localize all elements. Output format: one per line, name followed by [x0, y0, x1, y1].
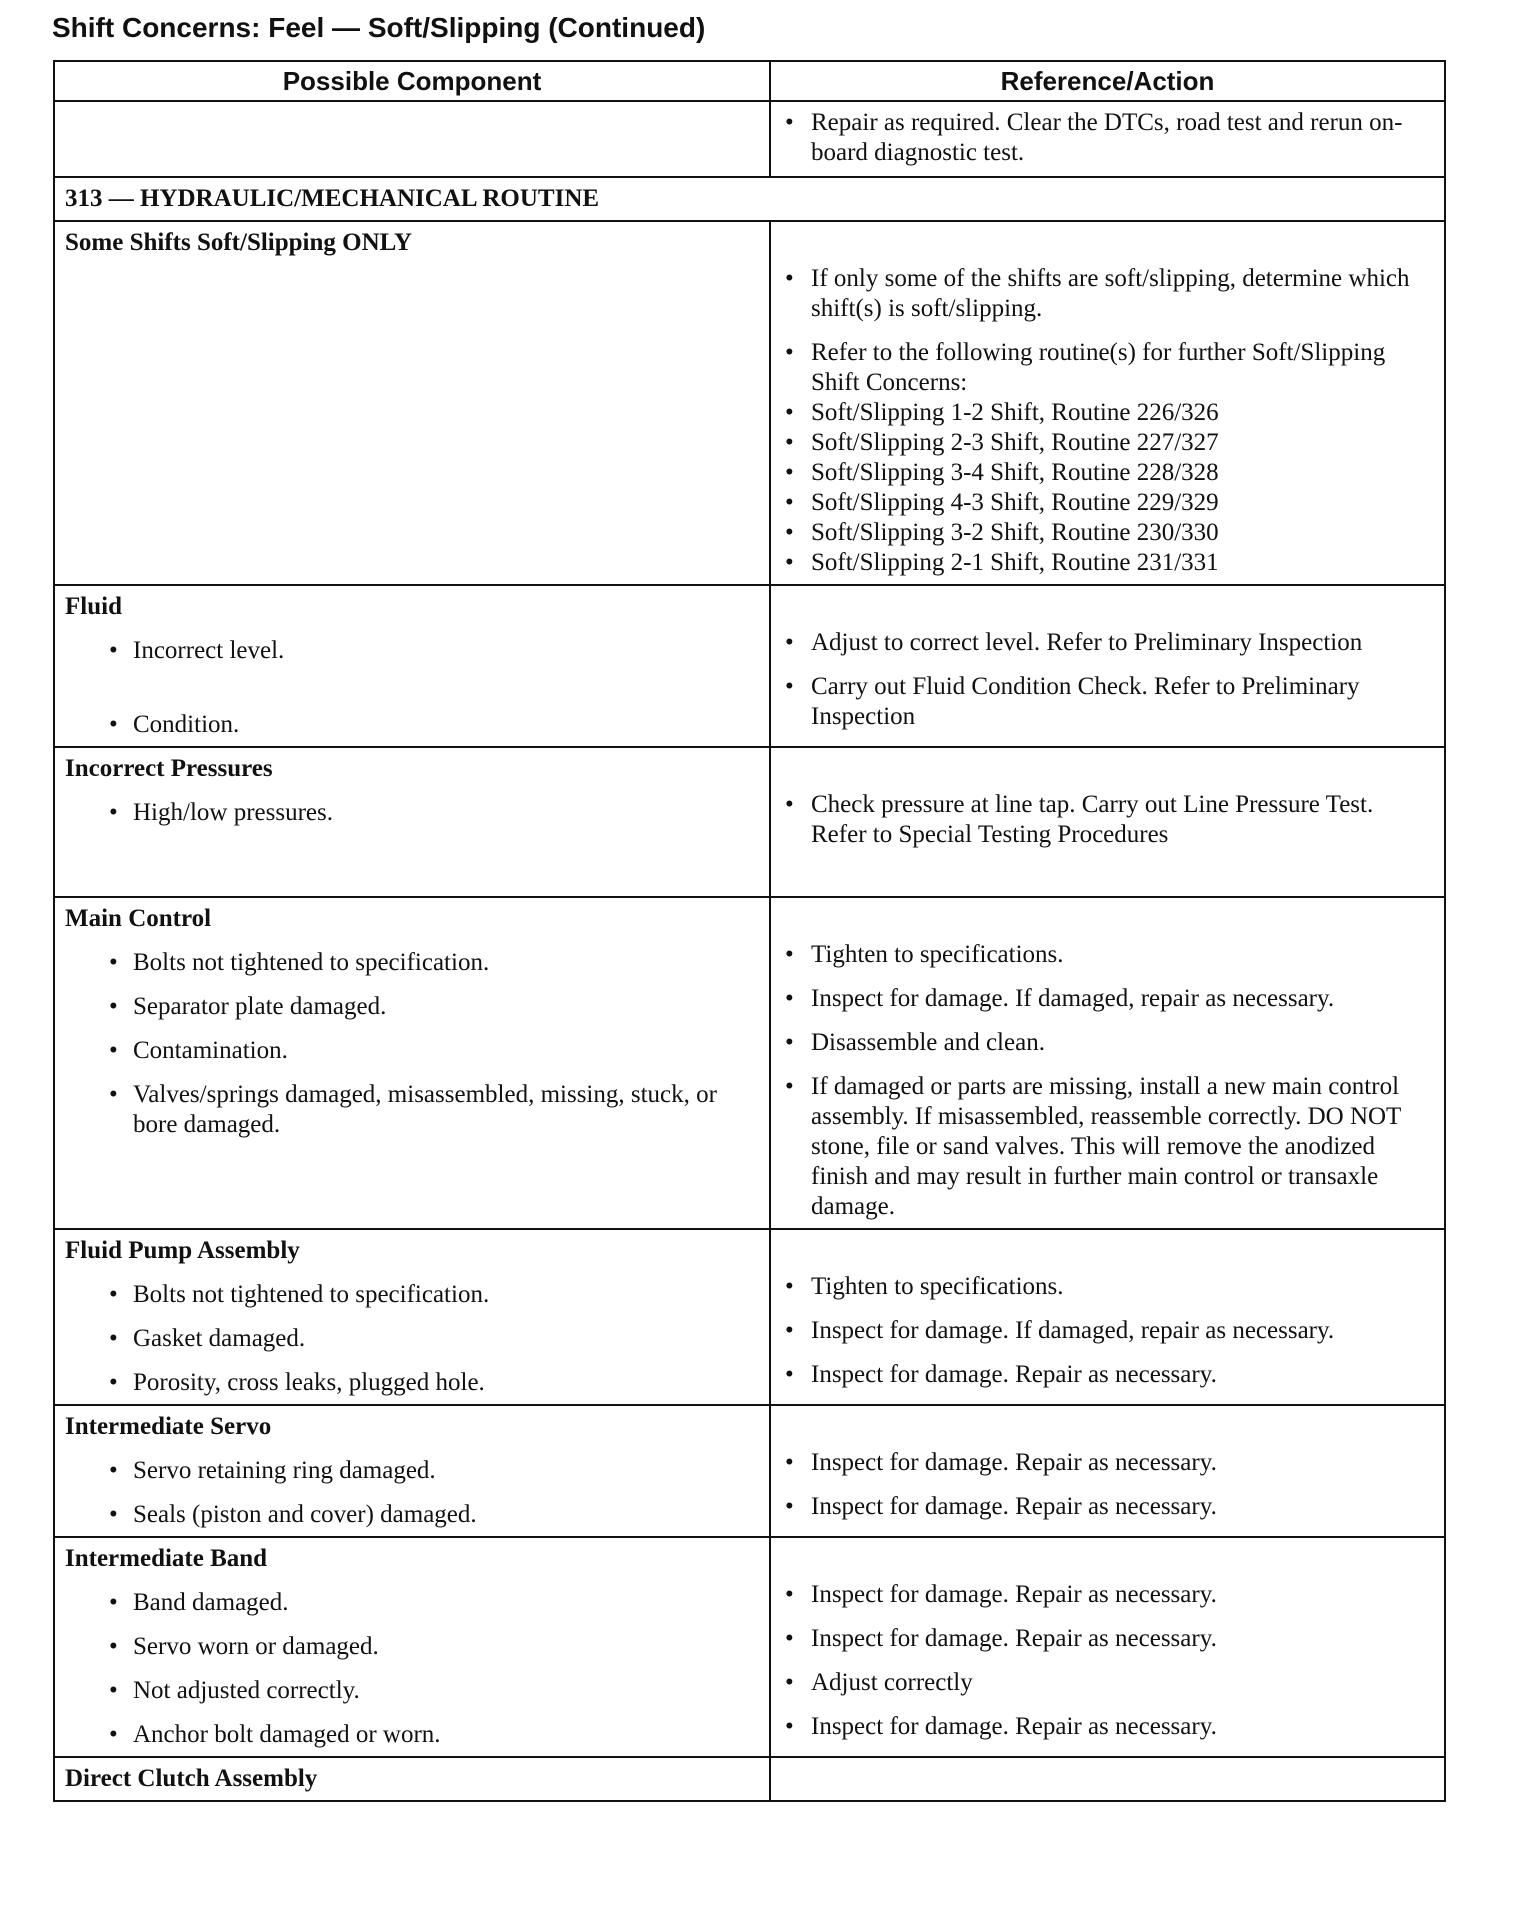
- component-cell: [54, 101, 770, 177]
- table-row: [54, 747, 1445, 897]
- list-item: • Tighten to specifications.: [785, 941, 1064, 968]
- section-title: Intermediate Band: [65, 1545, 268, 1572]
- bullet-icon: •: [109, 1369, 118, 1396]
- bullet-icon: •: [109, 1677, 118, 1704]
- component-cell: [54, 1537, 770, 1757]
- action-cell: [770, 221, 1445, 585]
- list-item: • Inspect for damage. If damaged, repair as necessary.: [785, 1317, 1335, 1344]
- section-title: Incorrect Pressures: [65, 755, 273, 782]
- bullet-icon: •: [109, 949, 118, 976]
- component-cell: [54, 747, 770, 897]
- bullet-icon: •: [109, 1633, 118, 1660]
- column-header-action: Reference/Action: [770, 61, 1445, 101]
- bullet-icon: •: [109, 1281, 118, 1308]
- bullet-icon: •: [785, 1361, 794, 1388]
- bullet-icon: •: [109, 1037, 118, 1064]
- list-item: • Tighten to specifications.: [785, 1273, 1064, 1300]
- list-item: • Carry out Fluid Condition Check. Refer to Preliminary Inspection: [785, 673, 1360, 730]
- bullet-icon: •: [785, 1625, 794, 1652]
- component-cell: [54, 221, 770, 585]
- list-item: • High/low pressures.: [109, 799, 333, 826]
- action-cell: [770, 101, 1445, 177]
- list-item: • Inspect for damage. Repair as necessary.: [785, 1713, 1217, 1740]
- bullet-icon: •: [785, 1493, 794, 1520]
- bullet-icon: •: [785, 265, 794, 292]
- list-item: • Inspect for damage. Repair as necessary.: [785, 1361, 1217, 1388]
- bullet-icon: •: [785, 459, 794, 486]
- list-item: • Soft/Slipping 3-2 Shift, Routine 230/330: [785, 519, 1219, 546]
- diagnostic-table: [53, 60, 1446, 1802]
- list-item: • Servo retaining ring damaged.: [109, 1457, 436, 1484]
- action-cell: [770, 1537, 1445, 1757]
- bullet-icon: •: [785, 549, 794, 576]
- list-item: • Soft/Slipping 4-3 Shift, Routine 229/329: [785, 489, 1219, 516]
- list-item: • Not adjusted correctly.: [109, 1677, 360, 1704]
- section-title: Fluid Pump Assembly: [65, 1237, 300, 1264]
- column-header-component: Possible Component: [54, 61, 770, 101]
- list-item: • Anchor bolt damaged or worn.: [109, 1721, 441, 1748]
- list-item: • Soft/Slipping 2-3 Shift, Routine 227/327: [785, 429, 1219, 456]
- section-title: Fluid: [65, 593, 122, 620]
- list-item: • Porosity, cross leaks, plugged hole.: [109, 1369, 485, 1396]
- list-item: • Refer to the following routine(s) for further Soft/Slipping Shift Concerns:: [785, 339, 1386, 396]
- bullet-icon: •: [109, 1721, 118, 1748]
- table-row: [54, 1229, 1445, 1405]
- bullet-icon: •: [785, 941, 794, 968]
- component-cell: [54, 585, 770, 747]
- action-cell: [770, 1405, 1445, 1537]
- list-item: • Gasket damaged.: [109, 1325, 306, 1352]
- table-row: [54, 1537, 1445, 1757]
- list-item: • Soft/Slipping 2-1 Shift, Routine 231/331: [785, 549, 1219, 576]
- header-row: [54, 61, 1445, 101]
- list-item: • Inspect for damage. Repair as necessary.: [785, 1581, 1217, 1608]
- bullet-icon: •: [785, 791, 794, 818]
- bullet-icon: •: [109, 1081, 118, 1108]
- bullet-icon: •: [785, 399, 794, 426]
- section-title: Some Shifts Soft/Slipping ONLY: [65, 229, 413, 256]
- list-item: • Inspect for damage. Repair as necessary.: [785, 1493, 1217, 1520]
- list-item: • Condition.: [109, 711, 240, 738]
- bullet-icon: •: [785, 1317, 794, 1344]
- list-item: • Inspect for damage. Repair as necessary.: [785, 1449, 1217, 1476]
- table-row: [54, 585, 1445, 747]
- list-item: • Adjust correctly: [785, 1669, 973, 1696]
- bullet-icon: •: [785, 985, 794, 1012]
- bullet-icon: •: [109, 711, 118, 738]
- bullet-icon: •: [109, 1589, 118, 1616]
- list-item: • Contamination.: [109, 1037, 288, 1064]
- action-cell: [770, 1229, 1445, 1405]
- table-row: [54, 1757, 1445, 1801]
- bullet-icon: •: [785, 629, 794, 656]
- list-item: • Adjust to correct level. Refer to Preliminary Inspection: [785, 629, 1363, 656]
- component-cell: [54, 1229, 770, 1405]
- list-item: • Soft/Slipping 1-2 Shift, Routine 226/326: [785, 399, 1219, 426]
- bullet-icon: •: [785, 519, 794, 546]
- list-item: • Separator plate damaged.: [109, 993, 387, 1020]
- bullet-icon: •: [109, 1501, 118, 1528]
- bullet-icon: •: [109, 637, 118, 664]
- bullet-icon: •: [785, 339, 794, 366]
- bullet-icon: •: [785, 109, 794, 136]
- bullet-icon: •: [785, 1713, 794, 1740]
- bullet-icon: •: [785, 1273, 794, 1300]
- list-item: • Repair as required. Clear the DTCs, road test and rerun on-board diagnostic test.: [785, 109, 1403, 166]
- bullet-icon: •: [785, 1029, 794, 1056]
- list-item: • Soft/Slipping 3-4 Shift, Routine 228/328: [785, 459, 1219, 486]
- action-cell: [770, 585, 1445, 747]
- bullet-icon: •: [785, 1073, 794, 1100]
- list-item: • Servo worn or damaged.: [109, 1633, 379, 1660]
- bullet-icon: •: [109, 1325, 118, 1352]
- list-item: • Check pressure at line tap. Carry out Line Pressure Test. Refer to Special Testing Procedures: [785, 791, 1374, 848]
- list-item: • Inspect for damage. Repair as necessary.: [785, 1625, 1217, 1652]
- table-row: [54, 101, 1445, 177]
- bullet-icon: •: [785, 429, 794, 456]
- bullet-icon: •: [785, 489, 794, 516]
- bullet-icon: •: [785, 1669, 794, 1696]
- bullet-icon: •: [109, 799, 118, 826]
- component-cell: [54, 1757, 770, 1801]
- component-cell: [54, 897, 770, 1229]
- page-title: Shift Concerns: Feel — Soft/Slipping (Continued): [52, 12, 706, 43]
- list-item: • Band damaged.: [109, 1589, 289, 1616]
- list-item: • Inspect for damage. If damaged, repair as necessary.: [785, 985, 1335, 1012]
- routine-heading-row: [54, 177, 1445, 221]
- bullet-icon: •: [109, 993, 118, 1020]
- list-item: • If only some of the shifts are soft/slipping, determine which shift(s) is soft/slipping.: [785, 265, 1410, 322]
- component-cell: [54, 1405, 770, 1537]
- bullet-icon: •: [785, 1449, 794, 1476]
- list-item: • Incorrect level.: [109, 637, 285, 664]
- routine-heading: 313 — HYDRAULIC/MECHANICAL ROUTINE: [54, 177, 1445, 221]
- bullet-icon: •: [785, 673, 794, 700]
- action-cell: [770, 747, 1445, 897]
- list-item: • Seals (piston and cover) damaged.: [109, 1501, 477, 1528]
- list-item: • Disassemble and clean.: [785, 1029, 1045, 1056]
- table-row: [54, 897, 1445, 1229]
- action-cell: [770, 1757, 1445, 1801]
- list-item: • Bolts not tightened to specification.: [109, 949, 490, 976]
- list-item: • If damaged or parts are missing, install a new main control assembly. If misassembled, reassemble correctly. DO NOT stone, file or sand valves. This will remove the anodized finish and may result in further main control or transaxle damage.: [785, 1073, 1401, 1220]
- table-row: [54, 221, 1445, 585]
- bullet-icon: •: [109, 1457, 118, 1484]
- list-item: • Bolts not tightened to specification.: [109, 1281, 490, 1308]
- bullet-icon: •: [785, 1581, 794, 1608]
- section-title: Intermediate Servo: [65, 1413, 272, 1440]
- section-title: Direct Clutch Assembly: [65, 1765, 318, 1792]
- list-item: • Valves/springs damaged, misassembled, missing, stuck, or bore damaged.: [109, 1081, 717, 1138]
- table-row: [54, 1405, 1445, 1537]
- action-cell: [770, 897, 1445, 1229]
- section-title: Main Control: [65, 905, 212, 932]
